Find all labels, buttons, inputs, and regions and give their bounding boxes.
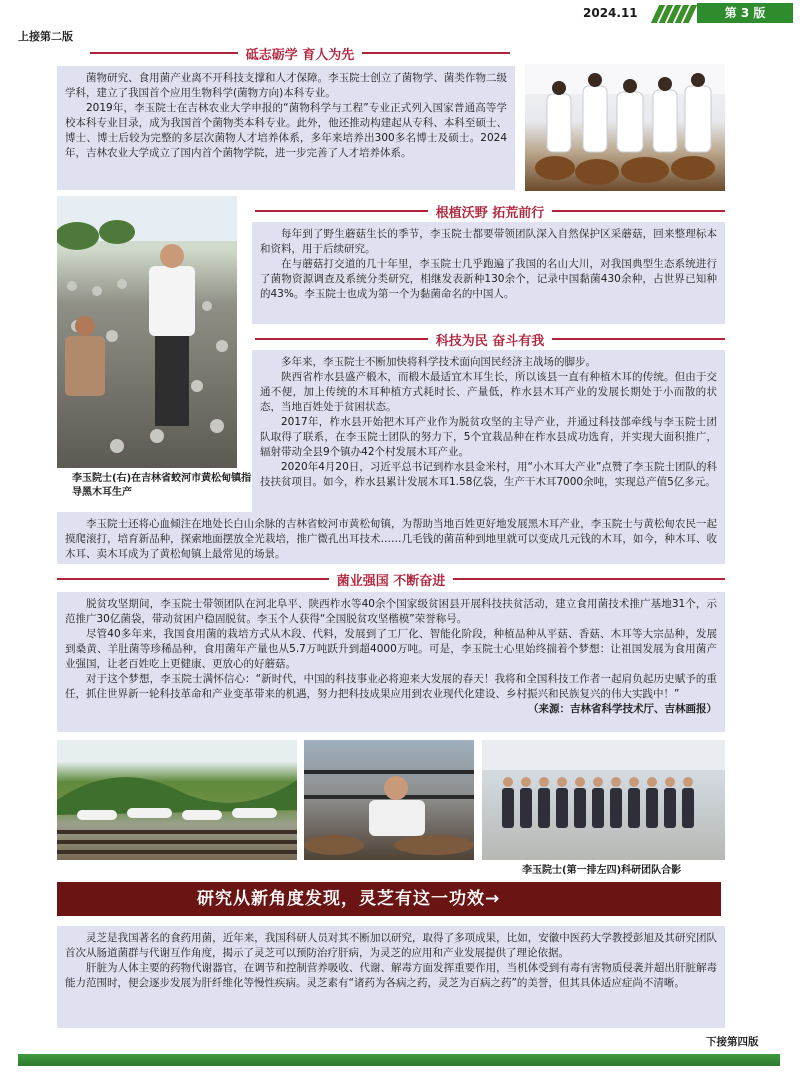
paragraph: 2019年，李玉院士在吉林农业大学申报的“菌物科学与工程”专业正式列入国家普通高等学校本科专业目录，成为我国首个菌物类本科专业。此外，他还推动构建起从专科、本科至硕士、博士、博士后较为完整的多层次菌物人才培养体系，多年来培养出300多名博士及硕士。2024年，吉林农业大学成立了国内首个菌物学院，进一步完善了人才培养体系。 (65, 102, 507, 159)
section-4-text (57, 592, 725, 732)
paragraph: 灵芝是我国著名的食药用菌，近年来，我国科研人员对其不断加以研究，取得了多项成果，比如，安徽中医药大学教授彭旭及其研究团队首次从肠道菌群与代谢互作角度，揭示了灵芝可以预防治疗肝病，为灵芝的应用和产业发展提供了理论依据。 (65, 932, 717, 959)
photo-caption: 李玉院士(第一排左四)科研团队合影 (522, 865, 682, 876)
paragraph: 在与蘑菇打交道的几十年里，李玉院士几乎跑遍了我国的名山大川，对我国典型生态系统进行了菌物资源调查及系统分类研究，相继发表新种130余个，记录中国黏菌430余种，占世界已知种的43%。李玉院士也成为第一个为黏菌命名的中国人。 (260, 258, 717, 300)
section-heading-3 (255, 330, 725, 348)
photo-team-group (482, 740, 725, 860)
section-title: 砥志砺学 育人为先 (245, 47, 355, 63)
paragraph: 尽管40多年来，我国食用菌的栽培方式从木段、代料，发展到了工厂化、智能化阶段，种植品种从平菇、香菇、木耳等大宗品种，发展到桑黄、羊肚菌等珍稀品种，食用菌年产量也从5.7万吨跃升到超4000万吨。可是，李玉院士心里始终揣着个梦想：让祖国发展为食用菌产业强国，让老百姓吃上更健康、更放心的好蘑菇。 (65, 628, 717, 670)
section-title: 科技为民 奋斗有我 (435, 333, 545, 349)
paragraph: 2020年4月20日，习近平总书记到柞水县金米村，用“小木耳大产业”点赞了李玉院士团队的科技扶贫项目。如今，柞水县累计发展木耳1.58亿袋，生产干木耳7000余吨，实现总产值5亿多元。 (260, 461, 717, 488)
source-credit: （来源：吉林省科学技术厅、吉林画报） (528, 703, 717, 715)
section-title: 菌业强国 不断奋进 (336, 573, 446, 589)
paragraph: 脱贫攻坚期间，李玉院士带领团队在河北阜平、陕西柞水等40余个国家级贫困县开展科技扶贫活动，建立食用菌技术推广基地31个，示范推广30亿菌袋，带动贫困户稳固脱贫。李玉个人获得“全国脱贫攻坚楷模”荣誉称号。 (65, 598, 717, 625)
continued-from-label: 上接第二版 (18, 30, 73, 43)
section-3-text (252, 350, 725, 515)
section-2-text (252, 222, 725, 324)
page-number-tag: 第 3 版 (697, 3, 793, 23)
header-stripes (655, 5, 697, 23)
section-5-text (57, 926, 725, 1028)
section-1-text (57, 66, 515, 190)
source-line (65, 702, 717, 717)
page-header (0, 0, 800, 30)
paragraph: 对于这个梦想，李玉院士满怀信心：“新时代，中国的科技事业必将迎来大发展的春天！我将和全国科技工作者一起肩负起历史赋予的重任，抓住世界新一轮科技革命和产业变革带来的机遇，努力把科技成果应用到农业现代化建设、乡村振兴和民族复兴的伟大实践中！” (65, 673, 717, 700)
paragraph: 陕西省柞水县盛产椴木，而椴木最适宜木耳生长，所以该县一直有种植木耳的传统。但由于交通不便，加上传统的木耳种植方式耗时长、产量低，柞水县木耳产业的发展长期处于小而散的状态，当地百姓处于贫困状态。 (260, 371, 717, 413)
section-3-full-text (57, 512, 725, 564)
section-heading-2 (255, 202, 725, 220)
photo-fungus-inspection (304, 740, 474, 860)
footer-bar (18, 1054, 780, 1066)
paragraph: 多年来，李玉院士不断加快将科学技术面向国民经济主战场的脚步。 (281, 356, 596, 368)
photo-field-guidance (57, 196, 237, 468)
photo-caption: 李玉院士(右)在吉林省蛟河市黄松甸镇指导黑木耳生产 (72, 473, 252, 498)
paragraph: 每年到了野生蘑菇生长的季节，李玉院士都要带领团队深入自然保护区采蘑菇，回来整理标本和资料，用于后续研究。 (260, 228, 717, 255)
section-heading-4 (57, 570, 725, 588)
continued-to-label: 下接第四版 (706, 1036, 759, 1048)
feature-banner: 研究从新角度发现，灵芝有这一功效→ (57, 882, 721, 916)
paragraph: 2017年，柞水县开始把木耳产业作为脱贫攻坚的主导产业，并通过科技部牵线与李玉院士团队取得了联系，在李玉院士团队的努力下，5个宜栽品种在柞水县成功选育，并实现大面积推广，辐射带动全县9个镇办42个村发展木耳产业。 (260, 416, 717, 458)
paragraph: 肝脏为人体主要的药物代谢器官，在调节和控制营养吸收、代谢、解毒方面发挥重要作用，当机体受到有毒有害物质侵袭并超出肝脏解毒能力范围时，便会逐步发展为肝纤维化等慢性疾病。灵芝素有“诸药为各病之药，灵芝为百病之药”的美誉，但其具体适应症尚不清晰。 (65, 962, 717, 989)
photo-greenhouse-field (57, 740, 297, 860)
section-title: 根植沃野 拓荒前行 (435, 205, 545, 221)
photo-lab-team (525, 64, 725, 191)
section-heading-1 (90, 44, 510, 62)
paragraph: 菌物研究、食用菌产业离不开科技支撑和人才保障。李玉院士创立了菌物学、菌类作物二级学科，建立了我国首个应用生物科学(菌物方向)本科专业。 (65, 72, 507, 99)
issue-date: 2024.11 (583, 6, 638, 20)
paragraph: 李玉院士还将心血倾注在地处长白山余脉的吉林省蛟河市黄松甸镇，为帮助当地百姓更好地发展黑木耳产业，李玉院士与黄松甸农民一起摸爬滚打，培育新品种，探索地面摆放全光栽培，推广微孔出耳技术……几毛钱的菌苗种到地里就可以变成几元钱的木耳，如今，种木耳、收木耳、卖木耳成为了黄松甸镇上最常见的场景。 (65, 518, 717, 560)
